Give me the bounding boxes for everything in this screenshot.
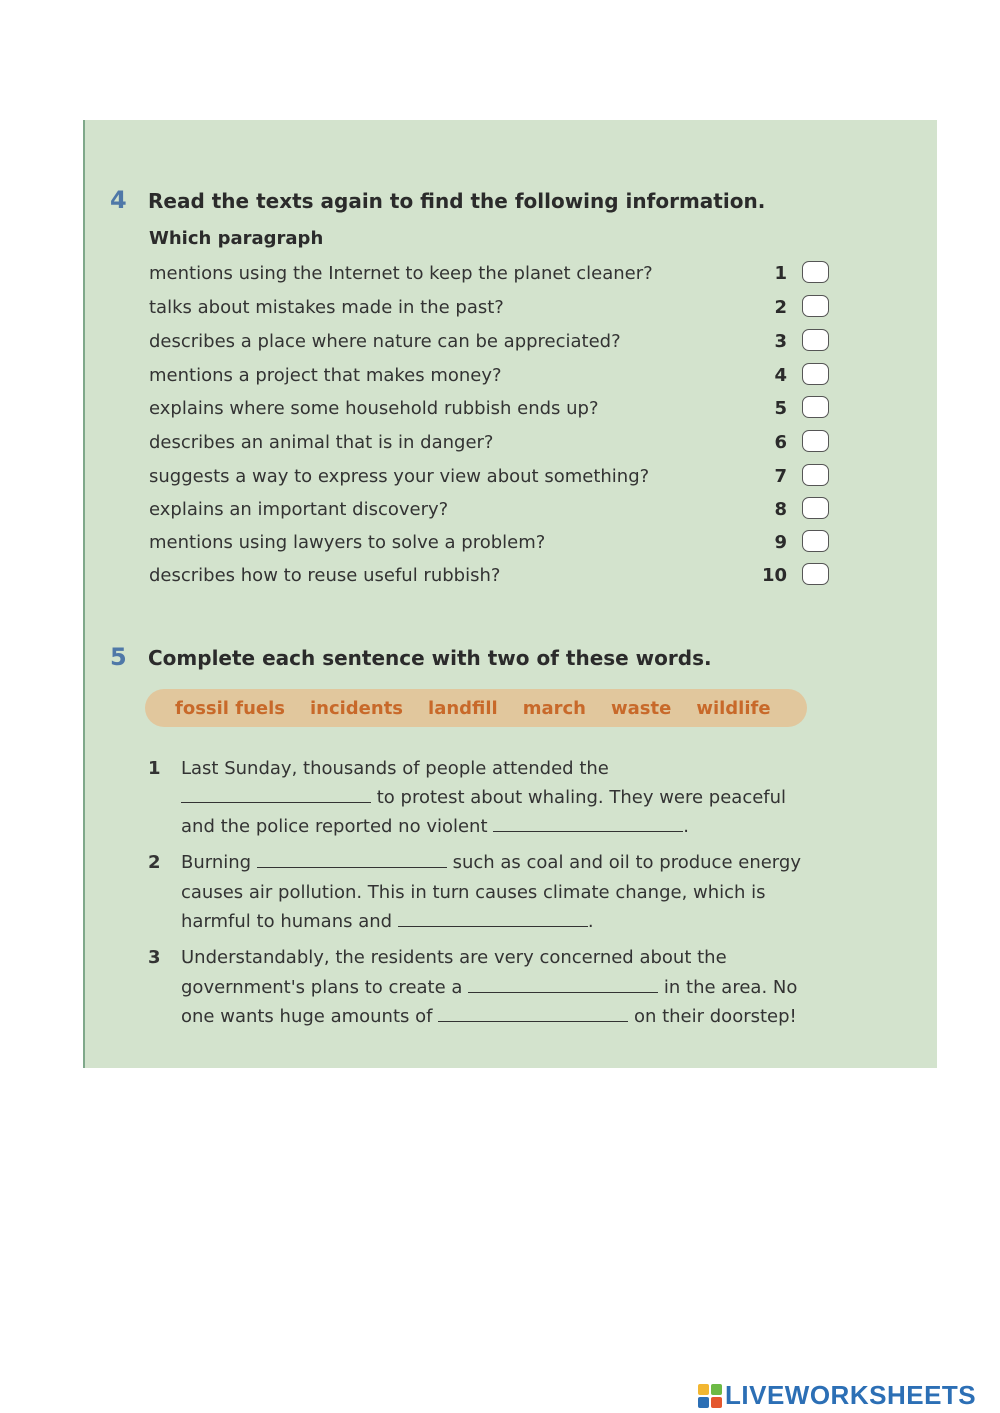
answer-blank[interactable]	[493, 817, 683, 832]
answer-box[interactable]	[802, 563, 829, 585]
answer-blank[interactable]	[398, 912, 588, 927]
question-text: mentions using the Internet to keep the planet cleaner?	[149, 263, 653, 284]
question-number: 8	[774, 499, 787, 520]
question-text: mentions using lawyers to solve a problem?	[149, 532, 546, 553]
question-row	[149, 263, 839, 289]
answer-box[interactable]	[802, 363, 829, 385]
word-bank-item: fossil fuels	[175, 697, 285, 719]
word-bank	[145, 689, 807, 727]
question-row	[149, 432, 839, 458]
question-number: 7	[774, 466, 787, 487]
sentence-text: on their doorstep!	[633, 1006, 797, 1027]
word-bank-item: march	[522, 697, 586, 719]
question-number: 2	[774, 297, 787, 318]
question-row	[149, 499, 839, 525]
which-paragraph-label: Which paragraph	[149, 228, 324, 249]
sentence-line	[181, 882, 766, 903]
sentence-text: .	[587, 911, 594, 932]
sentence-text: harmful to humans and	[181, 911, 393, 932]
sentence-line	[181, 787, 786, 808]
sentence-text: and the police reported no violent	[181, 816, 488, 837]
question-row	[149, 565, 839, 591]
sentence-text: Burning	[181, 852, 252, 873]
answer-box[interactable]	[802, 430, 829, 452]
sentence-text: to protest about whaling. They were peaceful	[376, 787, 787, 808]
answer-blank[interactable]	[438, 1007, 628, 1022]
sentence-number: 3	[148, 947, 161, 968]
question-row	[149, 331, 839, 357]
word-bank-item: wildlife	[696, 697, 771, 719]
sentence-text: government's plans to create a	[181, 977, 463, 998]
question-number: 10	[761, 565, 787, 586]
logo-grid-icon	[698, 1384, 722, 1408]
sentence-text: in the area. No	[663, 977, 798, 998]
answer-blank[interactable]	[468, 978, 658, 993]
question-text: explains where some household rubbish ends up?	[149, 398, 599, 419]
sentence-line	[181, 816, 689, 837]
exercise-4-title: Read the texts again to find the following information.	[148, 189, 766, 213]
sentence-number: 2	[148, 852, 161, 873]
exercise-5-heading	[110, 643, 712, 671]
answer-box[interactable]	[802, 530, 829, 552]
sentence-text: Last Sunday, thousands of people attended the	[181, 758, 609, 779]
question-text: describes how to reuse useful rubbish?	[149, 565, 501, 586]
sentence-line	[181, 977, 797, 998]
sentence-text: such as coal and oil to produce energy	[452, 852, 801, 873]
question-number: 5	[774, 398, 787, 419]
sentence-text: Understandably, the residents are very concerned about the	[181, 947, 727, 968]
answer-box[interactable]	[802, 261, 829, 283]
question-number: 4	[774, 365, 787, 386]
word-bank-item: landfill	[428, 697, 498, 719]
sentence-line	[181, 1006, 797, 1027]
exercise-4-number: 4	[110, 186, 127, 214]
sentence-text: .	[683, 816, 689, 837]
question-row	[149, 297, 839, 323]
answer-box[interactable]	[802, 464, 829, 486]
question-number: 6	[774, 432, 787, 453]
answer-box[interactable]	[802, 396, 829, 418]
sentence-number: 1	[148, 758, 161, 779]
question-number: 1	[774, 263, 787, 284]
question-number: 9	[774, 532, 787, 553]
word-bank-item: waste	[611, 697, 672, 719]
brand-name: LIVEWORKSHEETS	[725, 1380, 977, 1410]
sentence-line	[181, 911, 594, 932]
question-row	[149, 398, 839, 424]
answer-blank[interactable]	[257, 853, 447, 868]
sentence-line	[181, 758, 609, 779]
answer-box[interactable]	[802, 295, 829, 317]
word-bank-item: incidents	[309, 697, 404, 719]
sentence-line	[181, 852, 801, 873]
question-text: suggests a way to express your view about something?	[149, 466, 650, 487]
answer-box[interactable]	[802, 497, 829, 519]
question-number: 3	[774, 331, 787, 352]
question-row	[149, 365, 839, 391]
question-text: talks about mistakes made in the past?	[149, 297, 504, 318]
sentence-text: causes air pollution. This in turn causes climate change, which is	[181, 882, 766, 903]
sentence-line	[181, 947, 727, 968]
exercise-5-title: Complete each sentence with two of these words.	[148, 646, 712, 670]
question-text: describes a place where nature can be appreciated?	[149, 331, 621, 352]
answer-blank[interactable]	[181, 788, 371, 803]
exercise-5-number: 5	[110, 643, 127, 671]
answer-box[interactable]	[802, 329, 829, 351]
question-row	[149, 532, 839, 558]
sentence-text: one wants huge amounts of	[181, 1006, 433, 1027]
question-text: describes an animal that is in danger?	[149, 432, 494, 453]
question-text: explains an important discovery?	[149, 499, 449, 520]
liveworksheets-logo	[698, 1380, 976, 1411]
question-text: mentions a project that makes money?	[149, 365, 502, 386]
question-row	[149, 466, 839, 492]
exercise-4-heading	[110, 186, 765, 214]
